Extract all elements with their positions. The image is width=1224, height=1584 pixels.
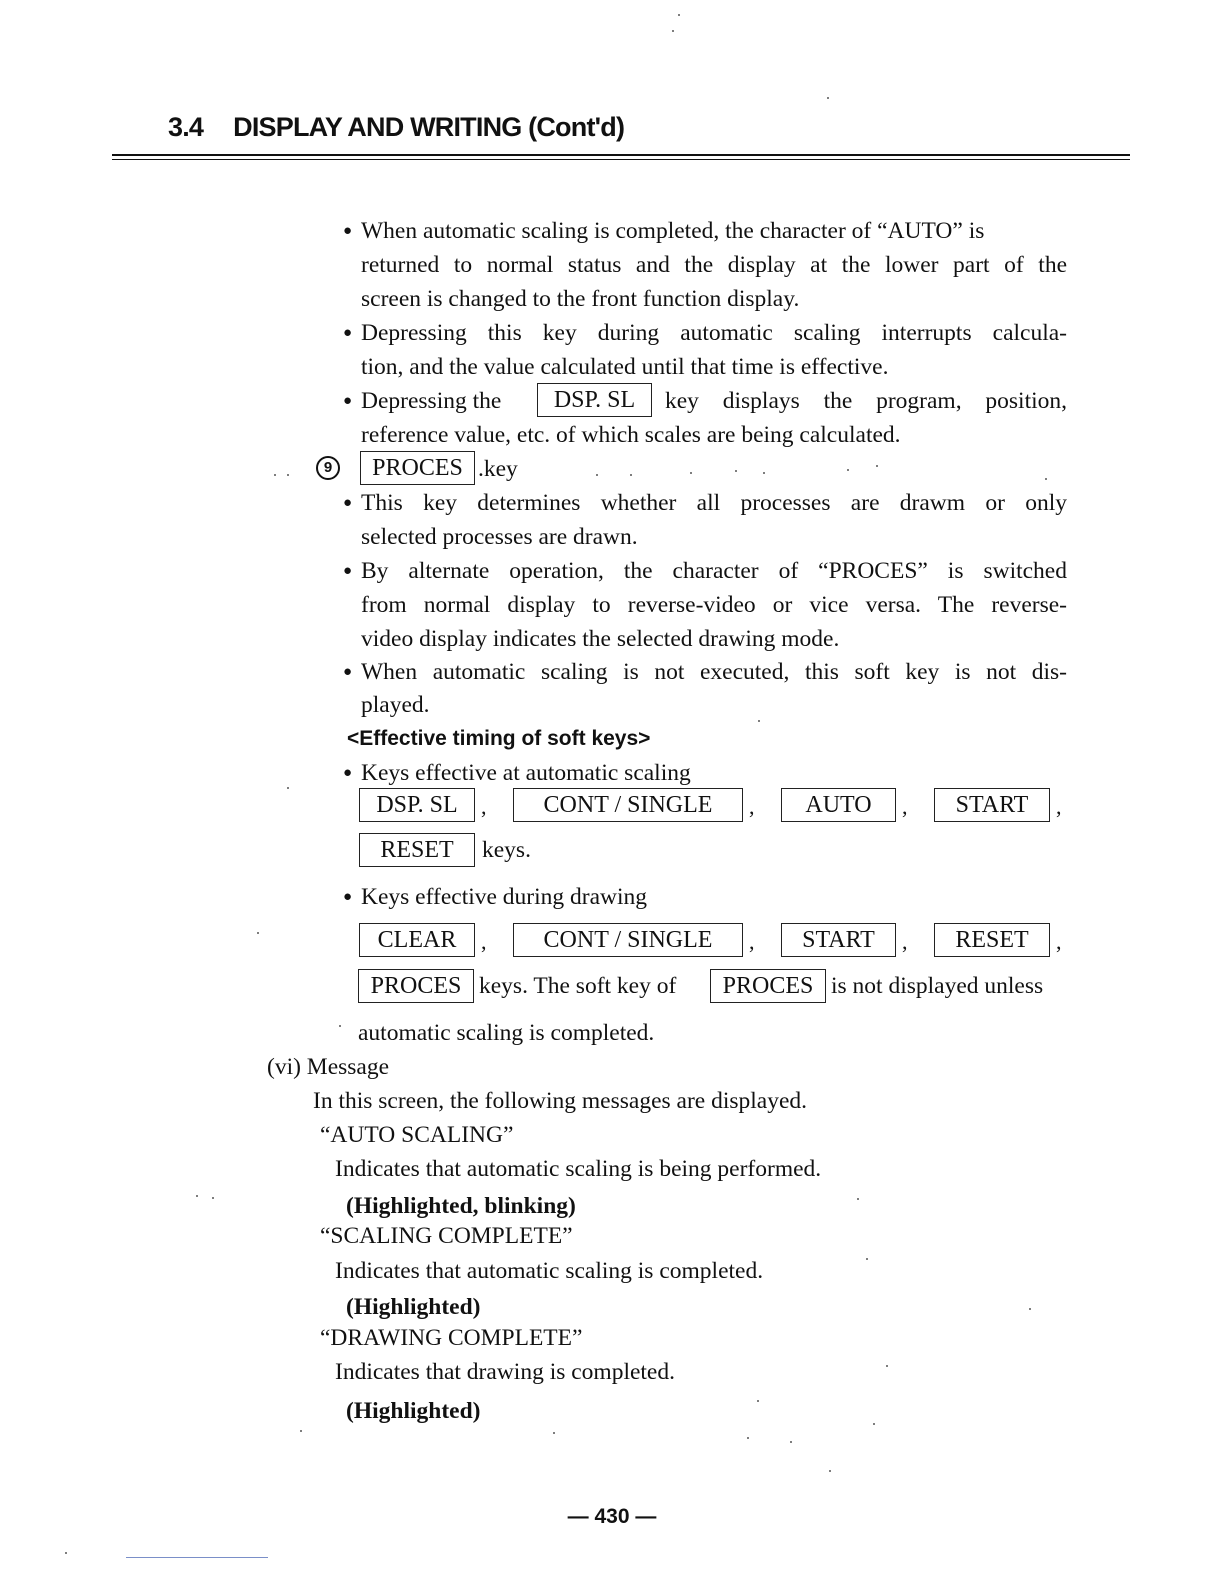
scan-speck [873, 1423, 875, 1425]
item-number-marker: 9 [316, 456, 340, 480]
scan-speck [287, 787, 289, 789]
scan-speck [886, 1365, 888, 1367]
separator: , [481, 929, 487, 954]
scan-speck [553, 1432, 555, 1434]
note-tail: is not displayed unless [831, 973, 1044, 999]
paragraph-line: automatic scaling is completed. [358, 1020, 655, 1046]
paragraph-line: When automatic scaling is not executed, this soft key is not dis- [361, 659, 1067, 685]
message-note: (Highlighted) [346, 1294, 481, 1320]
scan-speck [212, 1197, 214, 1199]
timing-heading: <Effective timing of soft keys> [347, 727, 651, 750]
paragraph-line: played. [361, 692, 430, 718]
drawing-keys-row-2 [0, 969, 1224, 1007]
paragraph-line: key displays the program, position, [665, 388, 1067, 414]
section-heading: DISPLAY AND WRITING (Cont'd) [233, 112, 625, 142]
scan-speck [1045, 478, 1047, 480]
bullet-icon: ● [343, 223, 353, 239]
message-title: “SCALING COMPLETE” [320, 1223, 573, 1249]
message-note: (Highlighted) [346, 1398, 481, 1424]
scan-speck [339, 1025, 341, 1027]
bullet-icon: ● [343, 765, 353, 781]
scan-speck [596, 474, 598, 476]
scan-speck [829, 1470, 831, 1472]
paragraph-line: from normal display to reverse-video or vice versa. The reverse- [361, 592, 1067, 618]
soft-key: PROCES [358, 969, 474, 1003]
message-title: “AUTO SCALING” [320, 1122, 514, 1148]
separator: , [1056, 929, 1062, 954]
message-title: “DRAWING COMPLETE” [320, 1325, 583, 1351]
paragraph-line: By alternate operation, the character of “PROCES” is switched [361, 558, 1067, 584]
paragraph-line: When automatic scaling is completed, the character of “AUTO” is [361, 218, 985, 244]
soft-key: AUTO [781, 788, 896, 822]
separator: , [749, 794, 755, 819]
scan-speck [763, 472, 765, 474]
scan-speck [287, 474, 289, 476]
bullet-icon: ● [343, 889, 353, 905]
scan-speck [747, 1437, 749, 1439]
scan-speck [827, 97, 829, 99]
message-description: Indicates that automatic scaling is being performed. [335, 1156, 822, 1182]
drawing-keys-row [0, 923, 1224, 961]
paragraph-line: returned to normal status and the display at the lower part of the [361, 252, 1067, 278]
header-rule-bottom [112, 159, 1130, 160]
separator: , [481, 794, 487, 819]
scan-speck [274, 474, 276, 476]
proces-key-note: PROCES [710, 969, 826, 1003]
message-description: Indicates that automatic scaling is completed. [335, 1258, 764, 1284]
scan-speck [847, 469, 849, 471]
keys-suffix: keys. [482, 837, 531, 863]
soft-key: RESET [359, 833, 475, 867]
separator: , [902, 929, 908, 954]
paragraph-line: tion, and the value calculated until that time is effective. [361, 354, 889, 380]
message-note: (Highlighted, blinking) [346, 1193, 576, 1219]
separator: , [749, 929, 755, 954]
paragraph-line: This key determines whether all processes are drawm or only [361, 490, 1067, 516]
bullet-icon: ● [343, 325, 353, 341]
scan-speck [690, 472, 692, 474]
bullet-icon: ● [343, 664, 353, 680]
scan-speck [65, 1552, 67, 1554]
separator: , [1056, 794, 1062, 819]
scaling-keys-label: Keys effective at automatic scaling [361, 760, 691, 786]
soft-key: START [934, 788, 1050, 822]
scaling-keys-row-2 [0, 833, 1224, 871]
soft-key: CONT / SINGLE [513, 923, 743, 957]
scan-speck [1029, 1308, 1031, 1310]
footer-mark [126, 1557, 268, 1558]
scan-speck [866, 1258, 868, 1260]
scan-speck [300, 1430, 302, 1432]
scan-speck [678, 14, 680, 16]
scan-speck [857, 1198, 859, 1200]
soft-key: RESET [934, 923, 1050, 957]
header-rule-top [112, 154, 1130, 156]
dsp-sl-key: DSP. SL [537, 383, 652, 417]
section-title [168, 112, 624, 143]
paragraph-line: reference value, etc. of which scales are being calculated. [361, 422, 901, 448]
scan-speck [790, 1441, 792, 1443]
scan-speck [757, 1400, 759, 1402]
scan-speck [630, 474, 632, 476]
key-suffix: .key [478, 456, 518, 482]
proces-key: PROCES [360, 451, 475, 485]
paragraph-line: selected processes are drawn. [361, 524, 638, 550]
scan-speck [735, 470, 737, 472]
paragraph-line: Depressing the [361, 388, 502, 414]
scan-speck [672, 30, 674, 32]
scan-speck [758, 720, 760, 722]
page-number: — 430 — [567, 1505, 657, 1528]
section-number: 3.4 [168, 112, 204, 142]
scan-speck [876, 465, 878, 467]
message-description: Indicates that drawing is completed. [335, 1359, 675, 1385]
paragraph-line: video display indicates the selected drawing mode. [361, 626, 840, 652]
soft-key: CLEAR [359, 923, 475, 957]
scaling-keys-row [0, 788, 1224, 826]
paragraph-line: Depressing this key during automatic scaling interrupts calcula- [361, 320, 1067, 346]
soft-key: DSP. SL [359, 788, 475, 822]
bullet-icon: ● [343, 495, 353, 511]
soft-key: CONT / SINGLE [513, 788, 743, 822]
scan-speck [257, 932, 259, 934]
soft-key: START [781, 923, 896, 957]
messages-heading: (vi) Message [267, 1054, 390, 1080]
keys-suffix: keys. The soft key of [479, 973, 677, 999]
separator: , [902, 794, 908, 819]
paragraph-line: screen is changed to the front function display. [361, 286, 800, 312]
scan-speck [196, 1195, 198, 1197]
messages-intro: In this screen, the following messages are displayed. [313, 1088, 808, 1114]
bullet-icon: ● [343, 393, 353, 409]
drawing-keys-label: Keys effective during drawing [361, 884, 648, 910]
bullet-icon: ● [343, 563, 353, 579]
